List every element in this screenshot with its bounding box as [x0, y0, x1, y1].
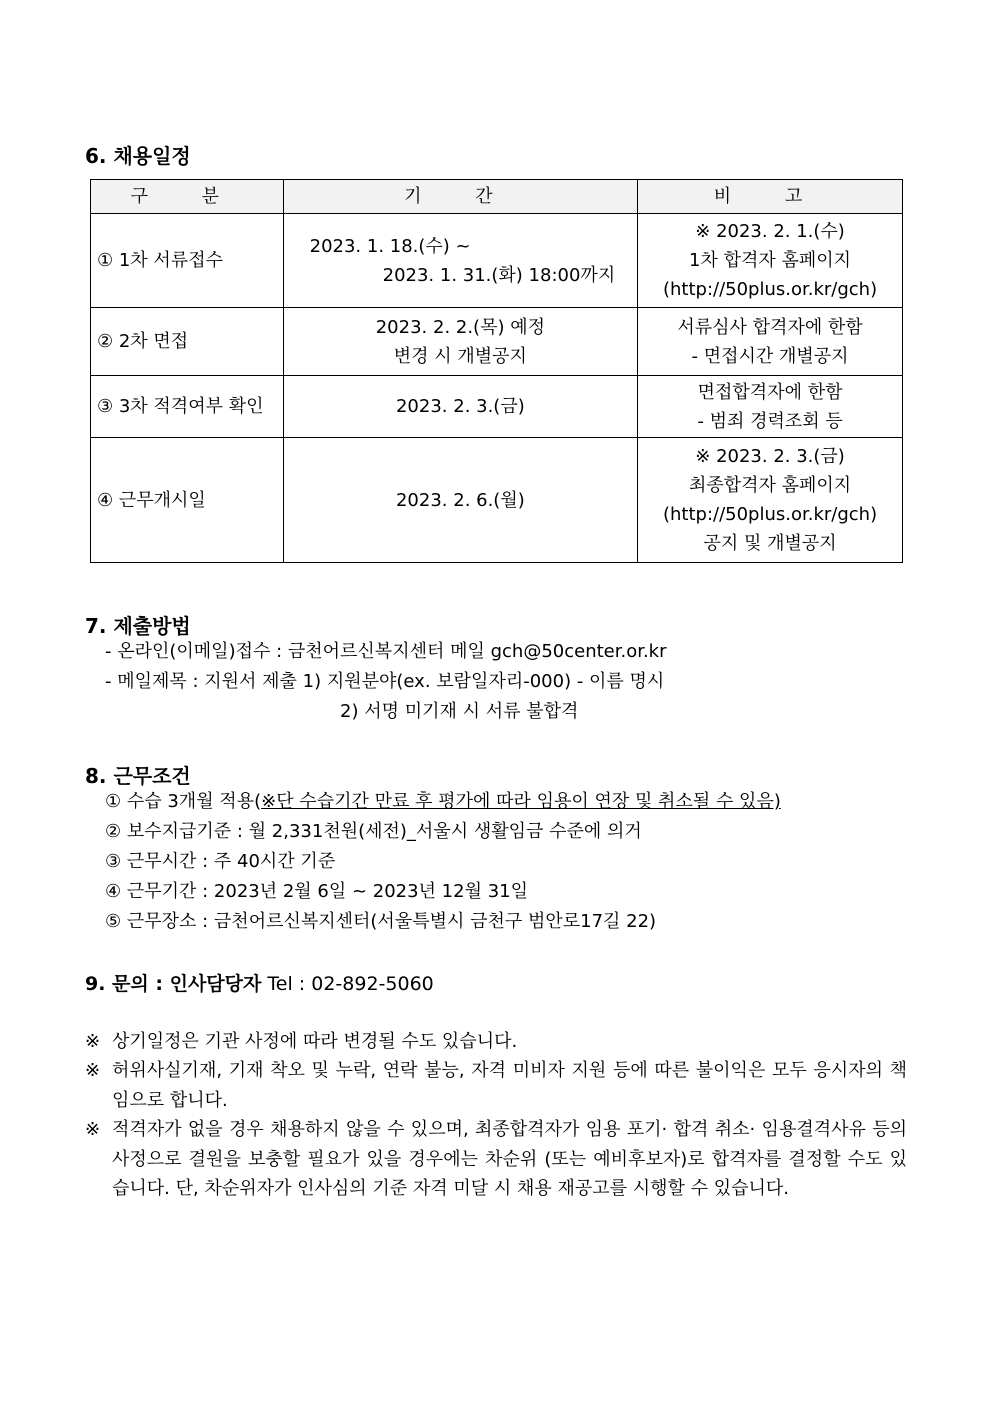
- note-cell: [638, 214, 903, 308]
- note-text: 적격자가 없을 경우 채용하지 않을 수 있으며, 최종합격자가 임용 포기· 합격 취소· 임용결격사유 등의 사정으로 결원을 보충할 필요가 있을 경우에는 차순위 (또는 예비후보자)로 합격자를 결정할 수도 있습니다. 단, 차순위자가 인사심의 기준 자격 미달 시 채용 재공고를 시행할 수 있습니다.: [112, 1119, 907, 1199]
- period-line: 2023. 1. 31.(화) 18:00까지: [382, 264, 616, 286]
- period-cell: 2023. 2. 3.(금): [283, 376, 637, 438]
- note-line: (http://50plus.or.kr/gch): [662, 504, 878, 525]
- condition-hours: ③ 근무시간 : 주 40시간 기준: [105, 851, 336, 872]
- note-line: ※ 2023. 2. 3.(금): [695, 446, 845, 467]
- section-7-title: 7. 제출방법: [85, 614, 191, 638]
- note-line: - 범죄 경력조회 등: [697, 410, 843, 432]
- condition-probation: [105, 787, 781, 817]
- note-cell: [638, 376, 903, 438]
- note-line: 공지 및 개별공지: [703, 533, 837, 554]
- note-line: - 면접시간 개별공지: [691, 345, 849, 367]
- reference-mark-icon: ※: [85, 1119, 101, 1140]
- reference-mark-icon: ※: [85, 1031, 101, 1052]
- submission-online: - 온라인(이메일)접수 : 금천어르신복지센터 메일 gch@50center.or.kr: [105, 641, 667, 662]
- note-line: 1차 합격자 홈페이지: [689, 250, 852, 271]
- stage-cell: ④ 근무개시일: [91, 438, 284, 563]
- table-row: [91, 308, 903, 376]
- note-text: 허위사실기재, 기재 착오 및 누락, 연락 불능, 자격 미비자 지원 등에 따른 불이익은 모두 응시자의 책임으로 합니다.: [112, 1060, 907, 1111]
- section-6-title: 6. 채용일정: [85, 144, 191, 168]
- table-row: [91, 438, 903, 563]
- probation-note: ※단 수습기간 만료 후 평가에 따라 임용이 연장 및 취소될 수 있음): [261, 791, 781, 812]
- period-cell: [283, 308, 637, 376]
- section-9-title: 9. 문의 : 인사담당자: [85, 973, 262, 995]
- condition-period: ④ 근무기간 : 2023년 2월 6일 ~ 2023년 12월 31일: [105, 881, 528, 902]
- note-line: 면접합격자에 한함: [697, 381, 843, 403]
- section-9-contact: [85, 969, 434, 996]
- table-row: [91, 214, 903, 308]
- note-3: [85, 1115, 907, 1204]
- stage-cell: ③ 3차 적격여부 확인: [91, 376, 284, 438]
- note-cell: [638, 438, 903, 563]
- contact-tel: Tel : 02-892-5060: [267, 973, 434, 995]
- submission-subject-2: 2) 서명 미기재 시 서류 불합격: [340, 701, 579, 722]
- period-cell: [283, 214, 637, 308]
- note-line: 서류심사 합격자에 한함: [677, 316, 863, 338]
- table-header-row: [91, 180, 903, 214]
- stage-cell: ① 1차 서류접수: [91, 214, 284, 308]
- note-line: 최종합격자 홈페이지: [688, 475, 852, 496]
- schedule-table: [90, 179, 903, 563]
- stage-cell: ② 2차 면접: [91, 308, 284, 376]
- note-text: 상기일정은 기관 사정에 따라 변경될 수도 있습니다.: [112, 1031, 518, 1052]
- header-period: 기 간: [283, 180, 637, 214]
- table-row: [91, 376, 903, 438]
- period-line: 변경 시 개별공지: [393, 345, 527, 367]
- note-line: ※ 2023. 2. 1.(수): [695, 221, 845, 242]
- section-8-title: 8. 근무조건: [85, 764, 191, 788]
- period-line: 2023. 1. 18.(수) ~: [309, 235, 471, 257]
- period-line: 2023. 2. 2.(목) 예정: [375, 316, 545, 338]
- note-line: (http://50plus.or.kr/gch): [662, 279, 878, 300]
- reference-mark-icon: ※: [85, 1060, 101, 1081]
- note-cell: [638, 308, 903, 376]
- condition-pay: ② 보수지급기준 : 월 2,331천원(세전)_서울시 생활임금 수준에 의거: [105, 821, 642, 842]
- probation-text: ① 수습 3개월 적용(: [105, 791, 262, 812]
- period-cell: 2023. 2. 6.(월): [283, 438, 637, 563]
- header-note: 비 고: [638, 180, 903, 214]
- note-2: [85, 1056, 907, 1115]
- note-1: [85, 1027, 907, 1057]
- condition-location: ⑤ 근무장소 : 금천어르신복지센터(서울특별시 금천구 범안로17길 22): [105, 911, 657, 932]
- submission-subject: - 메일제목 : 지원서 제출 1) 지원분야(ex. 보람일자리-000) - 이름 명시: [105, 671, 665, 692]
- header-stage: 구 분: [91, 180, 284, 214]
